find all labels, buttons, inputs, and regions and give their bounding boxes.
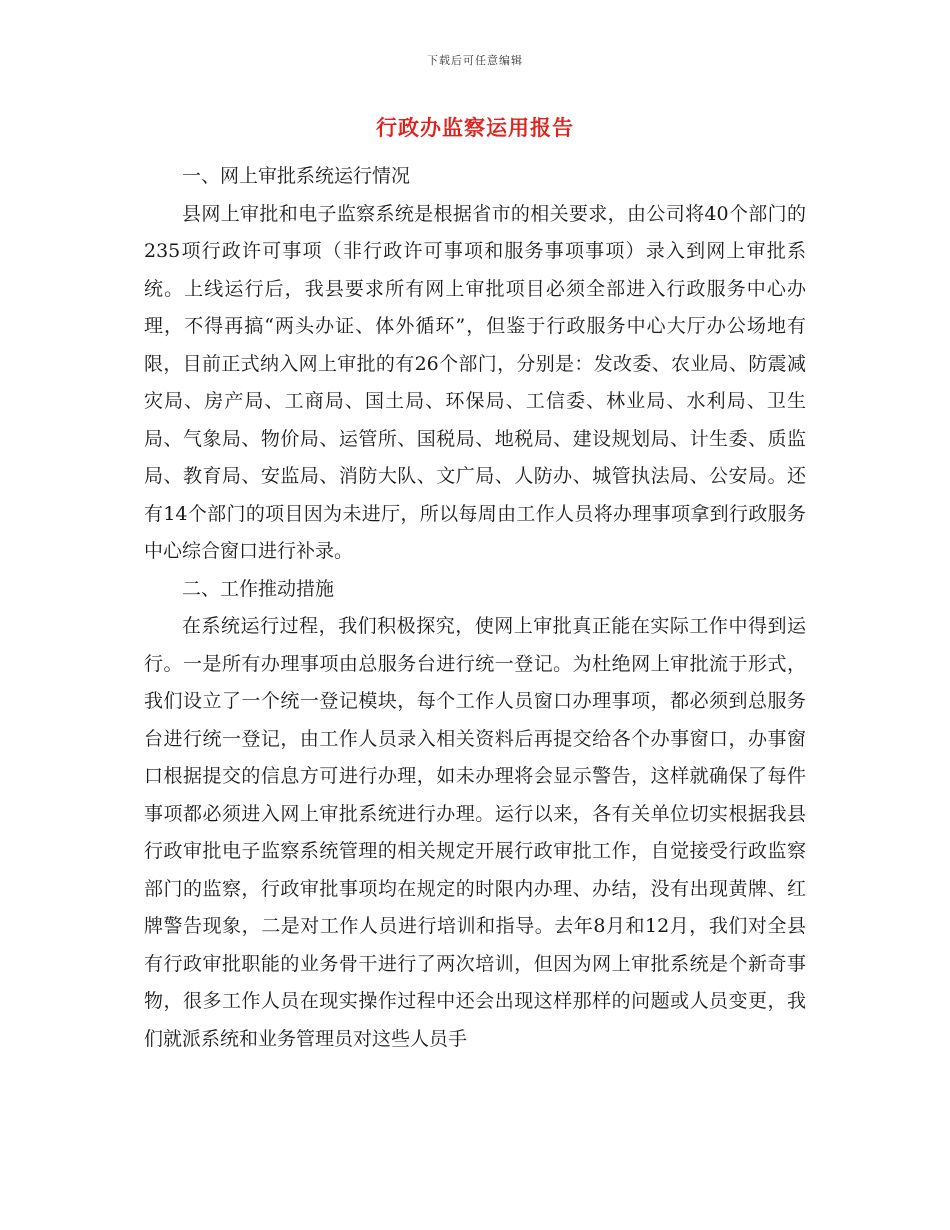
document-body	[144, 158, 806, 1058]
header-note: 下载后可任意编辑	[427, 54, 523, 67]
paragraph: 在系统运行过程，我们积极探究，使网上审批真正能在实际工作中得到运行。一是所有办理事项由总服务台进行统一登记。为杜绝网上审批流于形式，我们设立了一个统一登记模块，每个工作人员窗口办理事项，都必须到总服务台进行统一登记，由工作人员录入相关资料后再提交给各个办事窗口，办事窗口根据提交的信息方可进行办理，如未办理将会显示警告，这样就确保了每件事项都必须进入网上审批系统进行办理。运行以来，各有关单位切实根据我县行政审批电子监察系统管理的相关规定开展行政审批工作，自觉接受行政监察部门的监察，行政审批事项均在规定的时限内办理、办结，没有出现黄牌、红牌警告现象，二是对工作人员进行培训和指导。去年8月和12月，我们对全县有行政审批职能的业务骨干进行了两次培训，但因为网上审批系统是个新奇事物，很多工作人员在现实操作过程中还会出现这样那样的问题或人员变更，我们就派系统和业务管理员对这些人员手	[144, 615, 806, 1050]
section-heading-1: 一、网上审批系统运行情况	[182, 165, 411, 187]
paragraph: 县网上审批和电子监察系统是根据省市的相关要求，由公司将40个部门的235项行政许可事项（非行政许可事项和服务事项事项）录入到网上审批系统。上线运行后，我县要求所有网上审批项目必须全部进入行政服务中心办理，不得再搞“两头办证、体外循环”，但鉴于行政服务中心大厅办公场地有限，目前正式纳入网上审批的有26个部门，分别是：发改委、农业局、防震减灾局、房产局、工商局、国土局、环保局、工信委、林业局、水利局、卫生局、气象局、物价局、运管所、国税局、地税局、建设规划局、计生委、质监局、教育局、安监局、消防大队、文广局、人防办、城管执法局、公安局。还有14个部门的项目因为未进厅，所以每周由工作人员将办理事项拿到行政服务中心综合窗口进行补录。	[144, 202, 806, 562]
document-title: 行政办监察运用报告	[376, 115, 574, 140]
section-heading-2: 二、工作推动措施	[182, 577, 335, 600]
